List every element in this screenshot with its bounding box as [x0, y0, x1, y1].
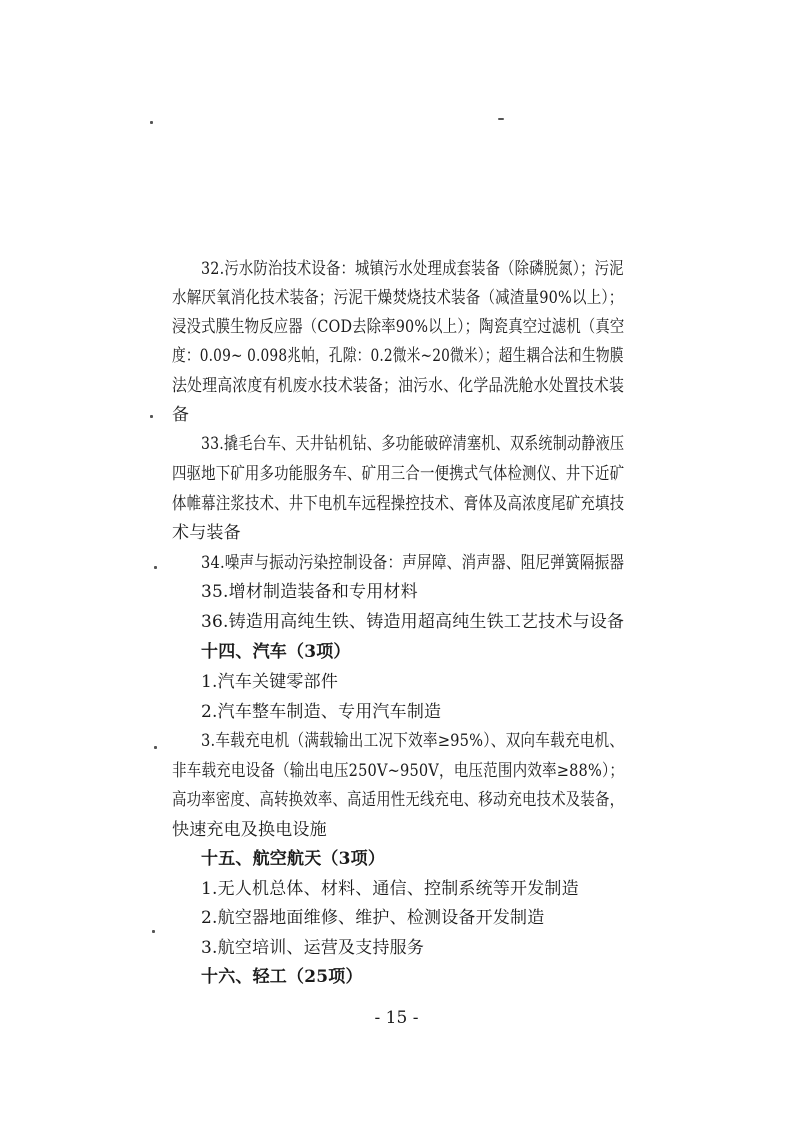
page-number: - 15 - — [374, 1008, 419, 1028]
item-32-line-4: 度：0.09~ 0.098兆帕，孔隙：0.2微米~20微米）；超生耦合法和生物膜 — [172, 346, 624, 366]
section-15-item-3: 3.航空培训、运营及支持服务 — [201, 938, 425, 958]
item-32-line-1: 32.污水防治技术设备：城镇污水处理成套装备（除磷脱氮）；污泥 — [201, 259, 624, 279]
item-33-line-1: 33.撬毛台车、天井钻机钻、多功能破碎清塞机、双系统制动静液压 — [201, 434, 625, 454]
scan-speck — [152, 930, 155, 933]
item-32-line-5: 法处理高浓度有机废水技术装备；油污水、化学品洗舱水处置技术装 — [172, 376, 625, 396]
section-14-item-3-line-3: 高功率密度、高转换效率、高适用性无线充电、移动充电技术及装备， — [172, 790, 625, 810]
section-15-item-1: 1.无人机总体、材料、通信、控制系统等开发制造 — [201, 879, 579, 899]
section-16-heading: 十六、轻工（25项） — [201, 967, 363, 987]
item-32-line-2: 水解厌氧消化技术装备；污泥干燥焚烧技术装备（减渣量90%以上）； — [172, 288, 624, 308]
section-14-heading: 十四、汽车（3项） — [201, 642, 351, 662]
section-14-item-1: 1.汽车关键零部件 — [201, 672, 339, 692]
scan-speck — [150, 121, 153, 124]
item-32-line-3: 浸没式膜生物反应器（COD去除率90%以上）；陶瓷真空过滤机（真空 — [172, 317, 625, 337]
scan-speck — [498, 118, 504, 120]
scan-speck — [154, 746, 157, 749]
item-33-line-3: 体帷幕注浆技术、井下电机车远程操控技术、膏体及高浓度尾矿充填技 — [172, 494, 625, 514]
item-32-line-6: 备 — [172, 405, 190, 425]
scan-speck — [150, 415, 153, 418]
item-36: 36.铸造用高纯生铁、铸造用超高纯生铁工艺技术与设备 — [201, 612, 625, 632]
section-14-item-3-line-4: 快速充电及换电设施 — [172, 820, 327, 840]
item-33-line-2: 四驱地下矿用多功能服务车、矿用三合一便携式气体检测仪、井下近矿 — [172, 464, 625, 484]
section-14-item-2: 2.汽车整车制造、专用汽车制造 — [201, 702, 442, 722]
section-14-item-3-line-1: 3.车载充电机（满载输出工况下效率≥95%）、双向车载充电机、 — [201, 731, 625, 751]
scan-speck — [154, 566, 157, 569]
section-15-item-2: 2.航空器地面维修、维护、检测设备开发制造 — [201, 908, 545, 928]
item-33-line-4: 术与装备 — [172, 523, 241, 543]
section-15-heading: 十五、航空航天（3项） — [201, 849, 386, 869]
item-34: 34.噪声与振动污染控制设备：声屏障、消声器、阻尼弹簧隔振器 — [201, 553, 625, 573]
section-14-item-3-line-2: 非车载充电设备（输出电压250V~950V，电压范围内效率≥88%）； — [172, 761, 625, 781]
item-35: 35.增材制造装备和专用材料 — [201, 582, 418, 602]
